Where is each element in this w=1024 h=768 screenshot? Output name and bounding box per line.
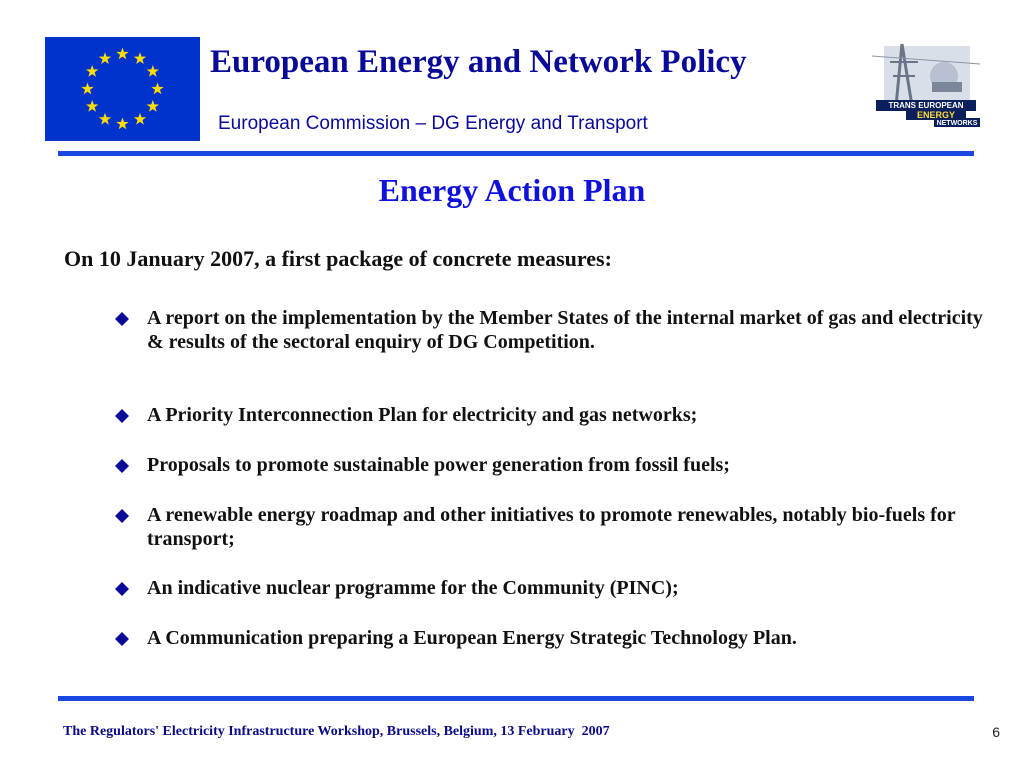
bullet-text: Proposals to promote sustainable power generation from fossil fuels; bbox=[147, 454, 730, 476]
flag-star-icon bbox=[147, 100, 159, 112]
bullet-item bbox=[115, 503, 985, 551]
header-title: European Energy and Network Policy bbox=[210, 44, 747, 80]
diamond-bullet-icon bbox=[115, 409, 129, 423]
tran-european-energy-networks-logo-icon bbox=[862, 36, 990, 136]
bullet-text: A report on the implementation by the Member States of the internal market of gas and electricity & results of the sectoral enquiry of DG Competition. bbox=[147, 307, 983, 353]
bullet-item bbox=[115, 306, 985, 354]
diamond-bullet-icon bbox=[115, 509, 129, 523]
bullet-item bbox=[115, 403, 985, 427]
bullet-item bbox=[115, 576, 985, 600]
flag-star-icon bbox=[116, 48, 128, 60]
slide-intro: On 10 January 2007, a first package of concrete measures: bbox=[64, 246, 612, 271]
bullet-text: A Communication preparing a European Energy Strategic Technology Plan. bbox=[147, 627, 797, 649]
logo-line-2: ENERGY bbox=[916, 110, 956, 120]
header-subtitle: European Commission – DG Energy and Transport bbox=[218, 113, 648, 134]
diamond-bullet-icon bbox=[115, 459, 129, 473]
header-rule bbox=[58, 151, 974, 156]
flag-star-icon bbox=[151, 83, 163, 95]
flag-star-icon bbox=[116, 118, 128, 130]
flag-star-icon bbox=[134, 52, 146, 64]
bullet-text: An indicative nuclear programme for the Community (PINC); bbox=[147, 577, 679, 599]
flag-star-icon bbox=[134, 113, 146, 125]
bullet-text: A Priority Interconnection Plan for electricity and gas networks; bbox=[147, 404, 698, 426]
diamond-bullet-icon bbox=[115, 632, 129, 646]
flag-star-icon bbox=[86, 65, 98, 77]
eu-flag-icon bbox=[45, 37, 200, 141]
slide-heading: Energy Action Plan bbox=[378, 172, 646, 208]
bullet-text: A renewable energy roadmap and other initiatives to promote renewables, notably bio-fuels for transport; bbox=[147, 504, 956, 550]
flag-star-icon bbox=[99, 52, 111, 64]
diamond-bullet-icon bbox=[115, 312, 129, 326]
flag-star-icon bbox=[81, 83, 93, 95]
footer-rule bbox=[58, 696, 974, 701]
diamond-bullet-icon bbox=[115, 582, 129, 596]
footer-text: The Regulators' Electricity Infrastructure Workshop, Brussels, Belgium, 13 February 2007 bbox=[63, 724, 610, 739]
flag-star-icon bbox=[86, 100, 98, 112]
logo-line-3: NETWORKS bbox=[936, 120, 978, 127]
flag-star-icon bbox=[99, 113, 111, 125]
flag-star-icon bbox=[147, 65, 159, 77]
page-number: 6 bbox=[992, 724, 1000, 740]
bullet-item bbox=[115, 453, 985, 477]
bullet-item bbox=[115, 626, 985, 650]
logo-line-1: TRANS EUROPEAN bbox=[888, 101, 964, 110]
